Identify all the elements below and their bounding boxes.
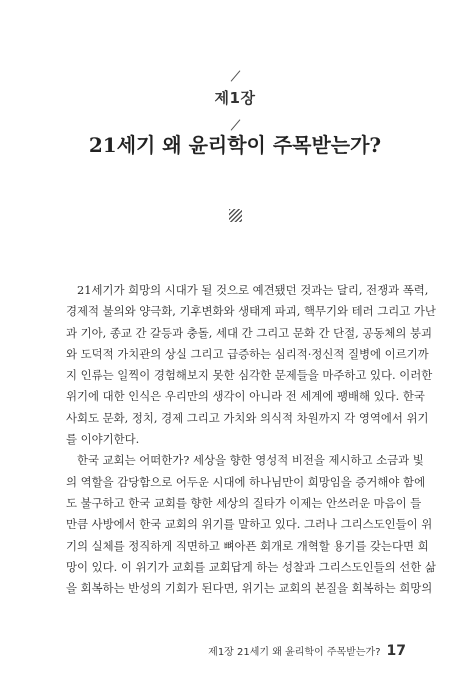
text-line: 사회도 문화, 정치, 경제 그리고 가치와 의식적 차원까지 각 영역에서 위기	[66, 410, 429, 425]
text-line: 도 불구하고 한국 교회를 향한 세상의 질타가 이제는 안쓰러운 마음이 들	[66, 495, 422, 510]
text-line: 와 도덕적 가치관의 상실 그리고 급증하는 심리적·정신적 질병에 이르기까	[66, 346, 429, 361]
paragraph-1	[66, 280, 436, 450]
text-line: 를 이야기한다.	[66, 432, 140, 447]
text-line: 위기에 대한 인식은 우리만의 생각이 아니라 전 세계에 팽배해 있다. 한국	[66, 389, 425, 404]
chapter-label: 제1장	[214, 89, 256, 107]
page-footer	[208, 640, 406, 659]
top-slash-ornament	[231, 70, 241, 81]
chapter-title: 21세기 왜 윤리학이 주목받는가?	[88, 133, 382, 157]
page-number: 17	[386, 643, 406, 659]
text-line: 기의 실체를 정직하게 직면하고 뼈아픈 회개로 개혁할 용기를 갖는다면 희	[66, 538, 429, 553]
text-line: 경제적 불의와 양극화, 기후변화와 생태계 파괴, 핵무기와 테러 그리고 가난	[66, 304, 436, 319]
running-head: 제1장 21세기 왜 윤리학이 주목받는가?	[208, 647, 381, 658]
text-line: 만큼 사방에서 한국 교회의 위기를 말하고 있다. 그러나 그리스도인들이 위	[66, 517, 433, 532]
text-line: 지 인류는 일찍이 경험해보지 못한 심각한 문제들을 마주하고 있다. 이러한	[66, 368, 433, 383]
text-line: 망이 있다. 이 위기가 교회를 교회답게 하는 성찰과 그리스도인들의 선한 삶	[66, 559, 436, 574]
text-line: 21세기가 희망의 시대가 될 것으로 예견됐던 것과는 달리, 전쟁과 폭력,	[77, 283, 429, 297]
hatch-ornament-icon	[229, 209, 242, 222]
text-line: 한국 교회는 어떠한가? 세상을 향한 영성적 비전을 제시하고 소금과 빛	[77, 453, 424, 468]
text-line: 의 역할을 감당함으로 어두운 시대에 하나님만이 희망임을 증거해야 함에	[66, 474, 426, 489]
paragraph-2	[66, 450, 436, 599]
text-line: 과 기아, 종교 간 갈등과 충돌, 세대 간 그리고 문화 간 단절, 공동체의 붕괴	[66, 325, 433, 340]
body-text	[66, 280, 436, 599]
text-line: 을 회복하는 반성의 기회가 된다면, 위기는 교회의 본질을 회복하는 희망의	[66, 581, 433, 596]
